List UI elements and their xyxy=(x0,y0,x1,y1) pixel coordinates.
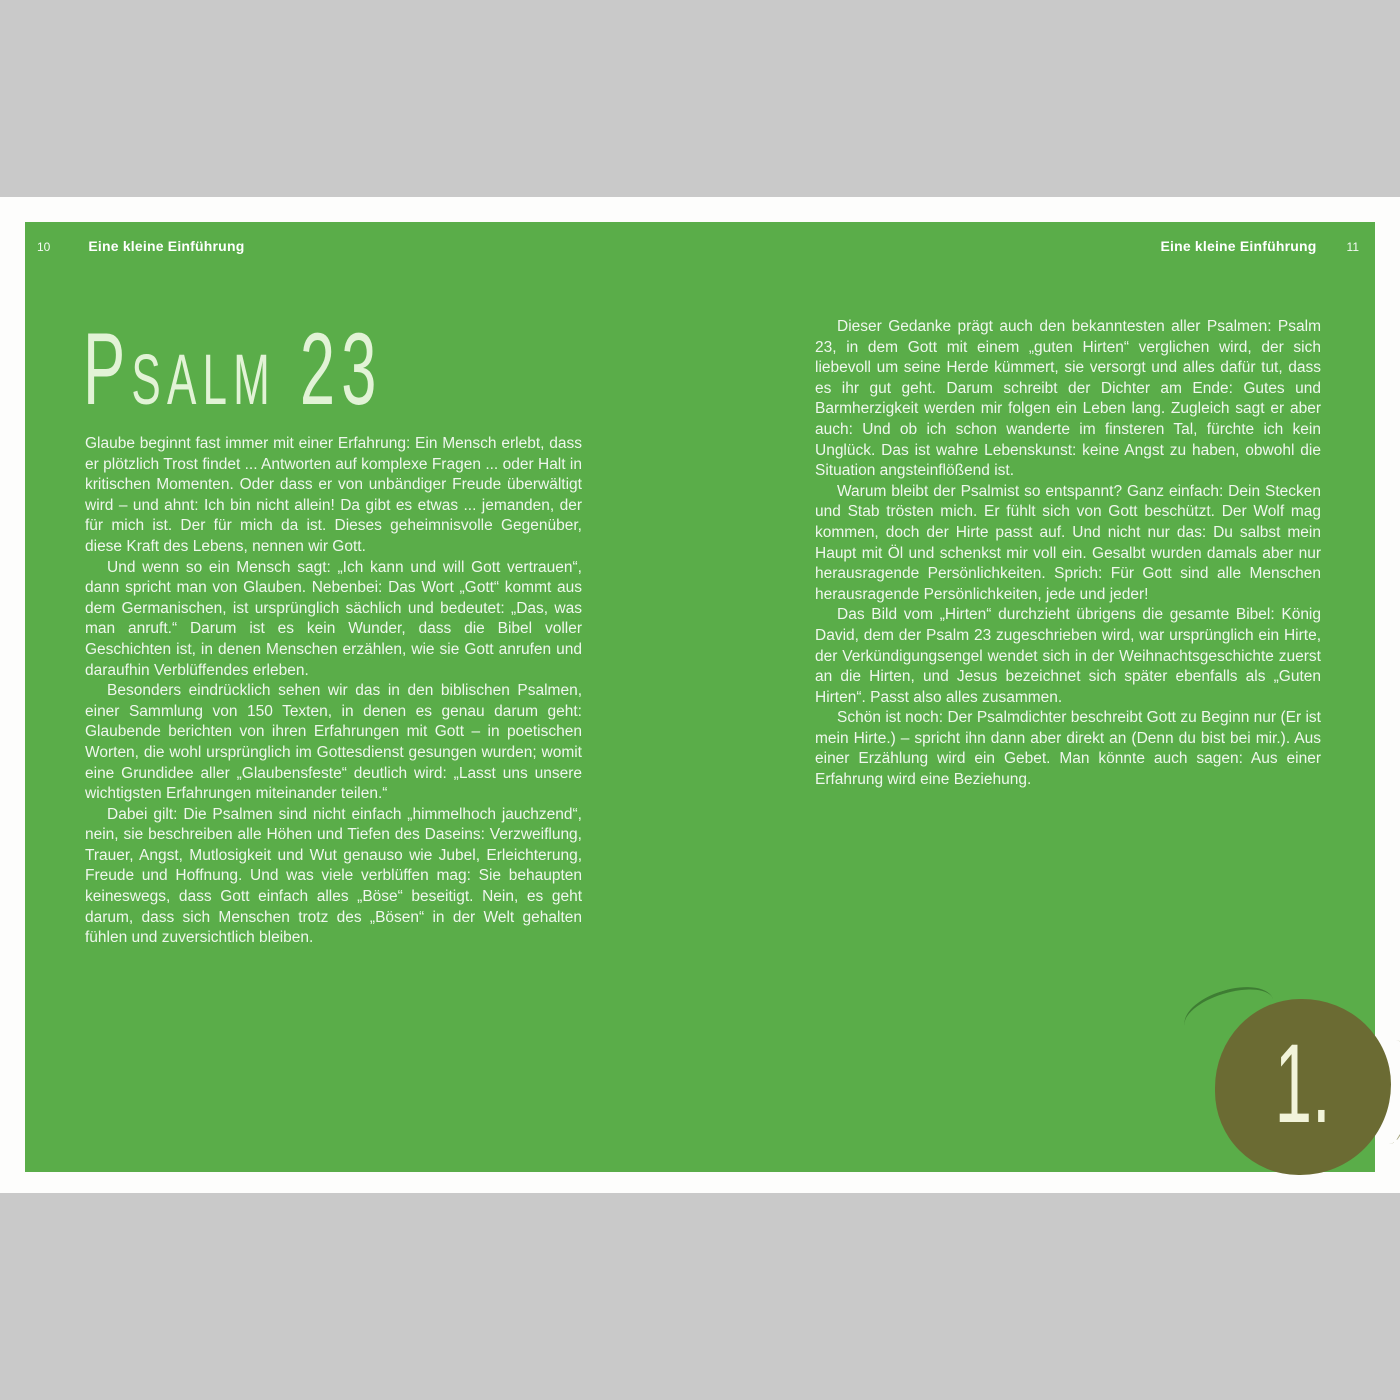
chapter-title: Psalm 23 xyxy=(83,312,383,426)
page-number-left: 10 xyxy=(37,240,51,254)
running-head-right xyxy=(1160,238,1359,254)
body-paragraph: Und wenn so ein Mensch sagt: „Ich kann und will Gott vertrauen“, dann spricht man von Glauben. Nebenbei: Das Wort „Gott“ kommt aus dem Germanischen, ist ursprünglich sächlich und bedeutet: „Das, was man anruft.“ Darum ist es kein Wunder, dass die Bibel voller Geschichten ist, in denen Menschen erzählen, wie sie Gott anrufen und daraufhin Verblüffendes erleben. xyxy=(85,558,582,679)
right-page-text-column xyxy=(815,317,1321,791)
running-head-left xyxy=(37,238,244,254)
book-sheet xyxy=(0,197,1400,1193)
body-paragraph: Dieser Gedanke prägt auch den bekanntesten aller Psalmen: Psalm 23, in dem Gott mit einem „guten Hirten“ verglichen wird, der sich liebevoll um seine Herde kümmert, sie versorgt und alles dafür tut, dass es ihr gut geht. Darum schreibt der Dichter am Ende: Gutes und Barmherzigkeit werden mir folgen ein Leben lang. Zugleich sagt er aber auch: Und ob ich schon wanderte im finsteren Tal, fürchte ich kein Unglück. Das ist wahre Lebenskunst: keine Angst zu haben, obwohl die Situation angsteinflößend ist. xyxy=(815,318,1321,480)
body-paragraph: Dabei gilt: Die Psalmen sind nicht einfach „himmelhoch jauchzend“, nein, sie beschreiben alle Höhen und Tiefen des Daseins: Verzweiflung, Trauer, Angst, Mutlosigkeit und Wut genauso wie Jubel, Erleichterung, Freude und Hoffnung. Und was viele verblüffen mag: Sie behaupten keineswegs, dass Gott einfach alles „Böse“ beseitigt. Nein, es geht darum, dass sich Menschen trotz des „Bösen“ in der Welt gehalten fühlen und zuversichtlich bleiben. xyxy=(85,805,582,947)
body-paragraph: Warum bleibt der Psalmist so entspannt? Ganz einfach: Dein Stecken und Stab trösten mich. Er fühlt sich von Gott beschützt. Der Wolf mag kommen, doch der Hirte passt auf. Und nicht nur das: Du salbst mein Haupt mit Öl und schenkst mir voll ein. Gesalbt wurden damals aber nur herausragende Persönlichkeiten. Sprich: Für Gott sind alle Menschen herausragende Persönlichkeiten, jede und jeder! xyxy=(815,482,1321,603)
running-title-left: Eine kleine Einführung xyxy=(88,238,245,254)
running-title-right: Eine kleine Einführung xyxy=(1160,238,1317,254)
left-page-text-column xyxy=(85,434,582,949)
chapter-number-badge xyxy=(1215,999,1391,1175)
body-paragraph: Besonders eindrücklich sehen wir das in den biblischen Psalmen, einer Sammlung von 150 Texten, in denen es genau darum geht: Glaubende berichten von ihren Erfahrungen mit Gott – in poetischen Worten, die wohl ursprünglich im Gottesdienst gesungen wurden; womit eine Grundidee aller „Glaubensfeste“ deutlich wird: „Lasst uns unsere wichtigsten Erfahrungen miteinander teilen.“ xyxy=(85,682,582,803)
chapter-number: 1. xyxy=(1274,1021,1332,1146)
body-paragraph: Glaube beginnt fast immer mit einer Erfahrung: Ein Mensch erlebt, dass er plötzlich Trost findet ... Antworten auf komplexe Fragen ... oder Halt in kritischen Momenten. Oder dass er von unbändiger Freude überwältigt wird – und ahnt: Ich bin nicht allein! Da gibt es etwas ... jemanden, der für mich ist. Der für mich da ist. Dieses geheimnisvolle Gegenüber, diese Kraft des Lebens, nennen wir Gott. xyxy=(85,435,582,555)
page-number-right: 11 xyxy=(1346,240,1359,254)
green-page-spread xyxy=(25,222,1375,1172)
body-paragraph: Schön ist noch: Der Psalmdichter beschreibt Gott zu Beginn nur (Er ist mein Hirte.) – spricht ihn dann aber direkt an (Denn du bist bei mir.). Aus einer Erzählung wird ein Gebet. Man könnte auch sagen: Aus einer Erfahrung wird eine Beziehung. xyxy=(815,709,1321,789)
body-paragraph: Das Bild vom „Hirten“ durchzieht übrigens die gesamte Bibel: König David, dem der Psalm 23 zugeschrieben wird, war ursprünglich ein Hirte, der Verkündigungsengel wendet sich in der Weihnachtsgeschichte zuerst an die Hirten, und Jesus bezeichnet sich später ebenfalls als „Guten Hirten“. Passt also alles zusammen. xyxy=(815,606,1321,706)
